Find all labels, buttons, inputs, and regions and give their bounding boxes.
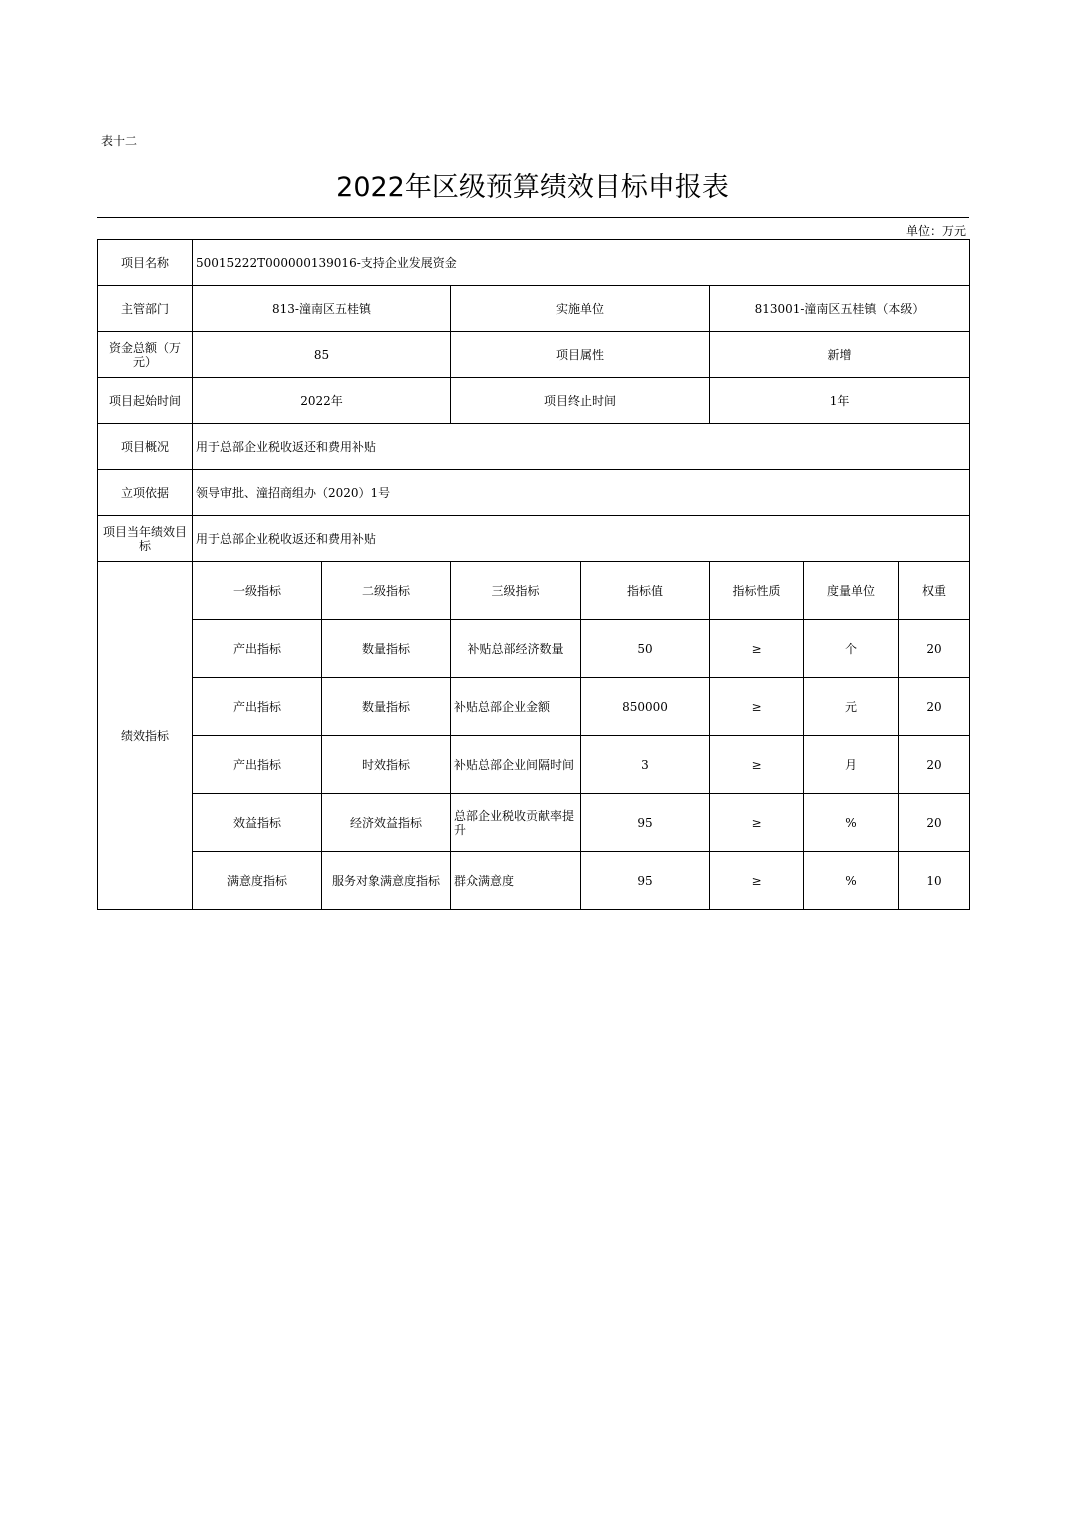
- overview-value: 用于总部企业税收返还和费用补贴: [193, 424, 970, 470]
- title-divider: [97, 217, 969, 218]
- table-row: [98, 620, 970, 678]
- start-value: 2022年: [193, 378, 451, 424]
- goal-value: 用于总部企业税收返还和费用补贴: [193, 516, 970, 562]
- dept-row: [98, 286, 970, 332]
- column-header: 二级指标: [322, 562, 451, 620]
- level3-cell: 补贴总部企业间隔时间: [451, 736, 581, 794]
- funds-value: 85: [193, 332, 451, 378]
- level2-cell: 服务对象满意度指标: [322, 852, 451, 910]
- end-value: 1年: [710, 378, 970, 424]
- level3-cell: 群众满意度: [451, 852, 581, 910]
- weight-cell: 10: [899, 852, 970, 910]
- overview-label: 项目概况: [98, 424, 193, 470]
- table-row: [98, 794, 970, 852]
- column-header: 权重: [899, 562, 970, 620]
- table-row: [98, 678, 970, 736]
- level2-cell: 数量指标: [322, 678, 451, 736]
- level2-cell: 时效指标: [322, 736, 451, 794]
- nature-cell: ≥: [710, 678, 804, 736]
- unit-cell: 月: [804, 736, 899, 794]
- level1-cell: 效益指标: [193, 794, 322, 852]
- unit-cell: 个: [804, 620, 899, 678]
- indicator-header-row: [98, 562, 970, 620]
- unit-label: 单位：万元: [905, 224, 966, 238]
- goal-row: [98, 516, 970, 562]
- funds-row: [98, 332, 970, 378]
- nature-cell: ≥: [710, 620, 804, 678]
- weight-cell: 20: [899, 794, 970, 852]
- column-header: 指标值: [581, 562, 710, 620]
- level3-cell: 补贴总部经济数量: [451, 620, 581, 678]
- time-row: [98, 378, 970, 424]
- level3-cell: 补贴总部企业金额: [451, 678, 581, 736]
- column-header: 一级指标: [193, 562, 322, 620]
- nature-cell: ≥: [710, 852, 804, 910]
- column-header: 度量单位: [804, 562, 899, 620]
- project-name-label: 项目名称: [98, 240, 193, 286]
- column-header: 三级指标: [451, 562, 581, 620]
- unit-cell: %: [804, 794, 899, 852]
- dept-label: 主管部门: [98, 286, 193, 332]
- level1-cell: 满意度指标: [193, 852, 322, 910]
- overview-row: [98, 424, 970, 470]
- nature-cell: ≥: [710, 736, 804, 794]
- level1-cell: 产出指标: [193, 736, 322, 794]
- unit-cell: 元: [804, 678, 899, 736]
- level1-cell: 产出指标: [193, 620, 322, 678]
- start-label: 项目起始时间: [98, 378, 193, 424]
- value-cell: 95: [581, 794, 710, 852]
- column-header: 指标性质: [710, 562, 804, 620]
- nature-cell: ≥: [710, 794, 804, 852]
- project-name-value: 50015222T000000139016-支持企业发展资金: [193, 240, 970, 286]
- project-name-row: [98, 240, 970, 286]
- impl-label: 实施单位: [451, 286, 710, 332]
- value-cell: 50: [581, 620, 710, 678]
- weight-cell: 20: [899, 620, 970, 678]
- value-cell: 95: [581, 852, 710, 910]
- impl-value: 813001-潼南区五桂镇（本级）: [710, 286, 970, 332]
- level1-cell: 产出指标: [193, 678, 322, 736]
- end-label: 项目终止时间: [451, 378, 710, 424]
- attr-label: 项目属性: [451, 332, 710, 378]
- attr-value: 新增: [710, 332, 970, 378]
- dept-value: 813-潼南区五桂镇: [193, 286, 451, 332]
- page-title: 2022年区级预算绩效目标申报表: [336, 172, 729, 203]
- value-cell: 3: [581, 736, 710, 794]
- table-row: [98, 736, 970, 794]
- indicators-section-label: 绩效指标: [98, 562, 193, 910]
- basis-value: 领导审批、潼招商组办（2020）1号: [193, 470, 970, 516]
- level3-cell: 总部企业税收贡献率提升: [451, 794, 581, 852]
- table-row: [98, 852, 970, 910]
- level2-cell: 经济效益指标: [322, 794, 451, 852]
- level2-cell: 数量指标: [322, 620, 451, 678]
- goal-label: 项目当年绩效目标: [98, 516, 193, 562]
- weight-cell: 20: [899, 678, 970, 736]
- weight-cell: 20: [899, 736, 970, 794]
- budget-performance-table: [97, 239, 970, 910]
- table-number: 表十二: [101, 134, 138, 148]
- value-cell: 850000: [581, 678, 710, 736]
- funds-label: 资金总额（万元）: [98, 332, 193, 378]
- basis-label: 立项依据: [98, 470, 193, 516]
- unit-cell: %: [804, 852, 899, 910]
- basis-row: [98, 470, 970, 516]
